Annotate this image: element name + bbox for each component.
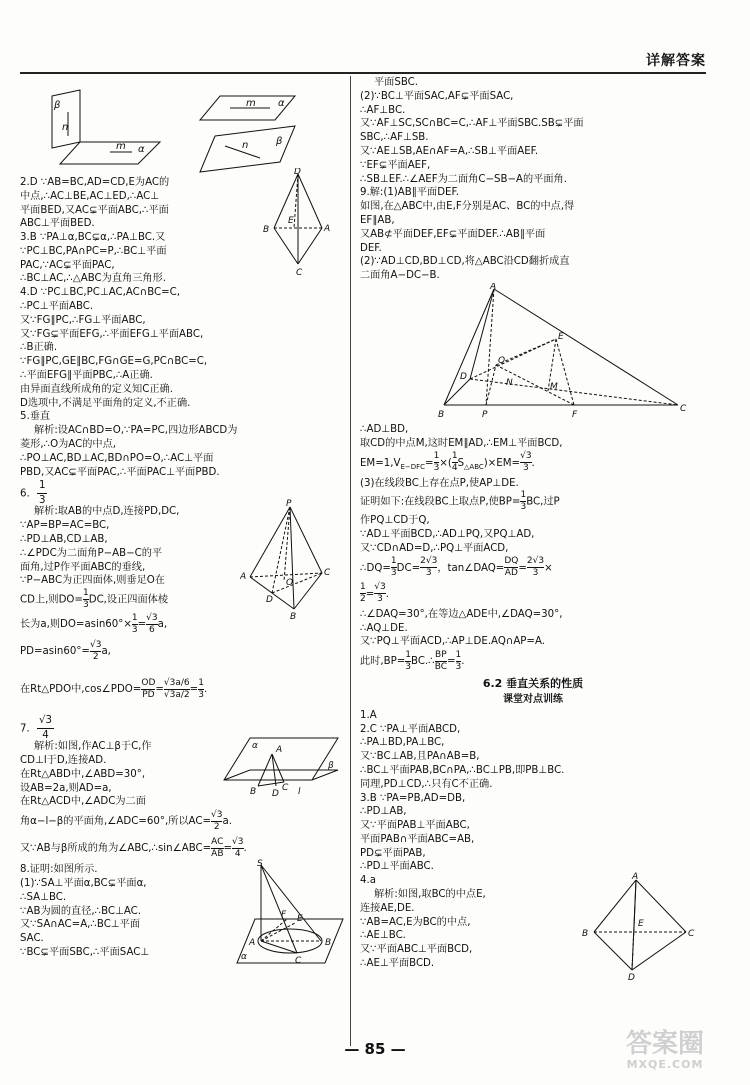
text-line: 面角,过P作平面ABC的垂线, (20, 561, 146, 573)
fig-q9-label: Q (498, 355, 506, 366)
text-line: 又∵SA∩AC=A,∴BC⊥平面 (20, 919, 141, 931)
text-segment: a. (222, 816, 232, 828)
answer-q6 (20, 479, 350, 714)
answer-q7 (20, 714, 350, 863)
text-line: 解析:取AB的中点D,连接PD,DC, (34, 506, 180, 518)
text-line: ∴PC⊥平面ABC. (20, 300, 94, 312)
page-number: — 85 — (344, 1040, 406, 1058)
fig-planes-top (20, 76, 320, 176)
text-segment: . (531, 457, 535, 469)
text-line: ∵PC⊥BC,PA∩PC=P,∴BC⊥平面 (20, 245, 167, 257)
fig-q6-label: P (286, 499, 292, 510)
fig-top-label: β (276, 136, 283, 147)
fig-q9-label: D (460, 371, 467, 382)
fig-top-label: n (242, 140, 249, 151)
q6-number: 6. (20, 488, 30, 500)
q7-denominator: 4 (42, 729, 49, 741)
fig-top-label: α (138, 144, 145, 155)
text-line: ∴AF⊥BC. (360, 104, 406, 116)
text-line: 在Rt△ACD中,∠ADC为二面 (20, 796, 146, 808)
text-line: 2.C ∵PA⊥平面ABCD, (360, 723, 461, 735)
fig-q9-label: E (558, 331, 564, 342)
frac-den: 2 (360, 594, 366, 605)
frac-num: 1 (433, 451, 440, 462)
text-line: 设AB=2a,则AD=a, (20, 782, 112, 794)
fig-q7-label: D (272, 789, 279, 800)
frac-den: 3 (390, 568, 397, 579)
text-line: SAC. (20, 933, 44, 945)
fig-q8-label: A (249, 938, 256, 949)
fig-q7-label: α (252, 741, 258, 752)
text-line: 菱形,∴O为AC的中点, (20, 438, 117, 450)
answer-q5 (20, 410, 350, 479)
text-segment: ∴DQ= (360, 562, 391, 574)
frac-num: 1 (390, 556, 397, 567)
frac-num: DQ (504, 556, 519, 567)
text-segment: . (385, 588, 389, 600)
fig-q2-label: E (288, 216, 294, 226)
fig-q7-label: β (328, 761, 334, 772)
text-line: ∴B正确. (20, 342, 58, 354)
watermark-logo-text: 答案圈 (625, 1029, 704, 1059)
text-segment: = (223, 843, 233, 855)
text-line: 9.解:(1)AB∥平面DEF. (360, 187, 459, 199)
text-line: ∴PA⊥BD,PA⊥BC, (360, 737, 445, 749)
answer-s4 (360, 872, 706, 983)
fig-q9-label: P (482, 409, 488, 420)
fig-q8-label: α (241, 952, 247, 963)
frac-num: 2√3 (526, 556, 545, 567)
text-line: SBC,∴AF⊥SB. (360, 132, 429, 144)
fig-q8-label: S (257, 859, 263, 870)
right-column (360, 76, 706, 983)
fig-q6-label: D (266, 595, 273, 606)
frac-num: 1 (360, 582, 366, 593)
fig-q8-label: B (325, 938, 332, 949)
frac-num: 1 (131, 612, 138, 623)
frac-den: 2 (213, 821, 220, 832)
text-line: 4.a (360, 875, 376, 887)
fig-q6-label: O (286, 578, 294, 589)
frac-num: 1 (455, 649, 462, 660)
frac-den: 3 (532, 568, 539, 579)
watermark-site: MXQE.COM (626, 1058, 704, 1071)
text-line: CD⊥l于D,连接AD. (20, 754, 107, 766)
text-segment: )×EM= (483, 457, 521, 469)
text-line: ∴AE⊥平面BCD. (360, 958, 435, 970)
fig-top-label: n (62, 122, 69, 133)
column-divider (350, 76, 351, 1046)
text-line: 在Rt△ABD中,∠ABD=30°, (20, 768, 146, 780)
text-line: 解析:设AC∩BD=O,∵PA=PC,四边形ABCD为 (34, 425, 238, 437)
answer-q8 (20, 859, 350, 967)
text-line: ∵FG∥PC,GE∥BC,FG∩GE=G,PC∩BC=C, (20, 356, 208, 368)
frac-num: AC (211, 836, 224, 847)
text-line: 作PQ⊥CD于Q, (360, 515, 430, 527)
text-segment: 此时,BP= (360, 656, 406, 668)
subscript: △ABC (464, 462, 484, 471)
fig-top-label: m (246, 98, 256, 109)
text-line: 又∵BC⊥AB,且PA∩AB=B, (360, 751, 480, 763)
text-line: 又∵平面ABC⊥平面BCD, (360, 944, 473, 956)
text-line: PD⊊平面PAB, (360, 847, 426, 859)
frac-num: √3a/6 (163, 677, 190, 688)
fig-q7-label: A (276, 745, 283, 756)
fig-q6-tetrahedron (240, 499, 330, 619)
text-segment: = (189, 684, 199, 696)
text-segment: = (155, 684, 164, 696)
fig-q9-label: A (490, 282, 497, 292)
fig-q9-label: B (438, 409, 445, 420)
text-line: ABC⊥平面BED. (20, 218, 95, 230)
text-segment: . (203, 684, 208, 696)
text-line: ∵AD⊥平面BCD,∴AD⊥PQ,又PQ⊥AD, (360, 529, 535, 541)
text-line: (2)∵AD⊥CD,BD⊥CD,将△ABC沿CD翻折成直 (360, 256, 570, 268)
text-line: 又∵AF⊥SC,SC∩BC=C,∴AF⊥平面SBC.SB⊊平面 (360, 118, 584, 130)
frac-den: 4 (451, 463, 458, 474)
text-line: (3)在线段BC上存在点P,使AP⊥DE. (360, 477, 519, 489)
text-line: 1.A (360, 709, 377, 721)
frac-num: √3 (520, 451, 532, 462)
text-line: 又∵FG∥PC,∴FG⊥平面ABC, (20, 314, 146, 326)
text-line: PBD,又AC⊊平面PAC,∴平面PAC⊥平面PBD. (20, 466, 220, 478)
text-line: 又∵PQ⊥平面ACD,∴AP⊥DE.AQ∩AP=A. (360, 636, 545, 648)
text-segment: 角α−l−β的平面角,∠ADC=60°,所以AC= (20, 816, 211, 828)
header-title: 详解答案 (646, 53, 706, 69)
text-line: 连接AE,DE. (360, 902, 415, 914)
text-line: 又AB⊄平面DEF,EF⊊平面DEF.∴AB∥平面 (360, 228, 546, 240)
fig-s4-tetrahedron (580, 872, 700, 982)
fig-q9-label: C (680, 403, 687, 414)
text-segment: = (365, 588, 375, 600)
text-segment: 在Rt△PDO中,cos∠PDO= (20, 684, 142, 696)
fig-q6-label: B (290, 612, 297, 620)
text-line: 平面BED,又AC⊊平面ABC,∴平面 (20, 204, 169, 216)
frac-den: 3 (405, 661, 412, 672)
text-line: 又∵AE⊥SB,AE∩AF=A,∴SB⊥平面AEF. (360, 145, 539, 157)
frac-den: 4 (234, 848, 241, 859)
text-segment: 又∵AB与β所成的角为∠ABC,∴sin∠ABC= (20, 843, 212, 855)
text-line: 二面角A−DC−B. (360, 270, 440, 282)
text-line: 2.D ∵AB=BC,AD=CD,E为AC的 (20, 177, 170, 188)
fig-q2-label: D (294, 168, 301, 177)
subscript: E−DFC (400, 462, 426, 471)
frac-den: √3a/2 (163, 689, 190, 700)
section-subtitle: 课堂对点训练 (503, 693, 563, 705)
text-segment: DC,设正四面体棱 (88, 594, 169, 606)
text-line: ∵AB为圆的直径,∴BC⊥AC. (20, 905, 142, 917)
text-line: 平面SBC. (374, 77, 419, 88)
text-line: ∴PD⊥AB,CD⊥AB, (20, 533, 108, 545)
text-line: 3.B ∵PA=PB,AD=DB, (360, 792, 466, 804)
text-segment: ×( (439, 457, 452, 469)
section-answers (360, 709, 706, 875)
text-line: PAC,∵AC⊊平面PAC, (20, 259, 115, 271)
frac-num: BP (435, 649, 447, 660)
fig-q7-label: l (298, 787, 301, 798)
fig-q7-label: C (282, 783, 289, 794)
frac-den: 3 (455, 661, 462, 672)
text-line: 平面PAB∩平面ABC=AB, (360, 833, 475, 845)
text-segment: = (137, 619, 147, 631)
text-segment: ，tan∠DAQ= (437, 562, 505, 574)
frac-num: √3 (211, 809, 223, 820)
watermark-logo (600, 1030, 730, 1080)
text-segment: S (457, 457, 465, 469)
fig-s4-label: B (582, 929, 589, 940)
frac-den: 3 (377, 594, 383, 605)
text-segment: 证明如下:在线段BC上取点P,使BP= (360, 496, 521, 508)
fig-s4-label: C (688, 929, 695, 940)
fig-q9-fold (360, 283, 706, 423)
fig-q2-label: B (263, 225, 270, 235)
answer-q9 (360, 186, 706, 675)
text-line: ∴BC⊥平面PAB,BC∩PA,∴BC⊥PB,即PB⊥BC. (360, 764, 565, 776)
text-segment: DC= (396, 562, 421, 574)
fig-q6-label: A (240, 572, 247, 583)
frac-num: 1 (451, 451, 458, 462)
fig-s4-label: D (628, 973, 635, 983)
frac-num: 1 (405, 649, 412, 660)
fig-top-label: α (278, 98, 285, 109)
answer-q4 (20, 286, 350, 410)
frac-den: 6 (149, 624, 155, 635)
text-line: 5.垂直 (20, 411, 51, 423)
text-line: ∴PO⊥AC,BD⊥AC,BD∩PO=O,∴AC⊥平面 (20, 452, 214, 464)
fig-q8-label: C (295, 956, 302, 967)
text-line: ∵BC⊊平面SBC,∴平面SAC⊥ (20, 946, 150, 958)
text-line: 取CD的中点M,这时EM∥AD,∴EM⊥平面BCD, (360, 437, 563, 449)
text-line: (1)∵SA⊥平面α,BC⊊平面α, (20, 877, 147, 889)
text-line: 解析:如图,作AC⊥β于C,作 (34, 741, 152, 753)
frac-num: √3 (232, 836, 244, 847)
fig-top-label: m (116, 141, 126, 152)
text-line: ∴AE⊥BC. (360, 930, 406, 942)
text-line: EF∥AB, (360, 214, 395, 226)
q6-denominator: 3 (38, 495, 46, 507)
frac-den: 3 (433, 463, 440, 474)
text-line: ∵P−ABC为正四面体,则垂足O在 (20, 575, 165, 587)
fig-q7-dihedral (220, 732, 345, 802)
fig-q7-label: B (250, 787, 257, 798)
text-segment: a, (157, 619, 168, 631)
fig-q2-tetrahedron (260, 168, 340, 278)
text-line: D选项中,不满足平面角的定义,不正确. (20, 397, 191, 409)
frac-den: AB (211, 848, 224, 859)
left-column (20, 76, 350, 967)
text-line: ∴SA⊥BC. (20, 891, 67, 903)
text-segment: 长为a,则DO=asin60°× (20, 619, 132, 631)
text-line: ∴SB⊥EF.∴∠AEF为二面角C−SB−A的平面角. (360, 173, 567, 185)
text-segment: EM=1,V (360, 457, 401, 469)
frac-num: 1 (82, 588, 89, 599)
frac-den: 2 (92, 651, 99, 662)
text-segment: = (425, 457, 434, 469)
fig-top-label: β (54, 100, 61, 111)
text-line: 如图,在△ABC中,由E,F分别是AC、BC的中点,得 (360, 201, 575, 213)
text-line: ∴∠DAQ=30°,在等边△ADE中,∠DAQ=30°, (360, 608, 563, 620)
text-line: ∴AQ⊥DE. (360, 622, 408, 634)
text-segment: . (461, 656, 465, 668)
text-line: ∵AP=BP=AC=BC, (20, 520, 110, 532)
frac-den: AD (504, 568, 518, 579)
frac-num: 1 (520, 490, 527, 501)
frac-num: 2√3 (420, 556, 438, 567)
frac-den: 3 (425, 568, 432, 579)
text-line: 3.B ∵PA⊥α,BC⊊α,∴PA⊥BC.又 (20, 232, 166, 243)
frac-den: 3 (520, 502, 527, 513)
q7-number: 7. (20, 723, 30, 735)
text-segment: × (544, 562, 553, 574)
text-line: (2)∵BC⊥平面SAC,AF⊊平面SAC, (360, 90, 514, 102)
fig-s4-label: A (632, 872, 639, 883)
text-line: 解析:如图,取BC的中点E, (374, 889, 486, 901)
section-title: 6.2 垂直关系的性质 (482, 677, 584, 691)
text-line: ∴PD⊥AB, (360, 806, 407, 818)
text-segment: CD上,则DO= (20, 594, 83, 606)
text-line: 中点,∴AC⊥BE,AC⊥ED,∴AC⊥ (20, 190, 160, 202)
frac-num: OD (141, 677, 156, 688)
text-line: ∴AD⊥BD, (360, 423, 409, 435)
text-line: DEF. (360, 242, 382, 254)
frac-den: 3 (131, 624, 138, 635)
text-line: 由异面直线所成角的定义知C正确. (20, 383, 173, 395)
text-line: ∴PD⊥平面ABC. (360, 861, 434, 873)
q7-numerator: √3 (37, 714, 54, 729)
text-segment: . (243, 843, 247, 855)
fig-q2-label: A (324, 224, 331, 234)
fig-q8-label: E (297, 914, 303, 925)
text-segment: BC,过P (526, 496, 560, 508)
frac-num: 1 (198, 677, 204, 688)
frac-den: BC (434, 661, 447, 672)
frac-den: 3 (522, 463, 529, 474)
frac-num: √3 (89, 639, 102, 650)
text-line: 8.证明:如图所示. (20, 864, 98, 876)
text-line: 又∵CD∩AD=D,∴PQ⊥平面ACD, (360, 542, 509, 554)
text-segment: PD=asin60°= (20, 646, 90, 658)
text-line: ∴BC⊥AC,∴△ABC为直角三角形. (20, 273, 166, 285)
text-line: ∵AB=AC,E为BC的中点, (360, 916, 471, 928)
frac-num: √3 (146, 612, 158, 623)
fig-q8-label: F (281, 910, 287, 921)
fig-q9-label: N (506, 377, 513, 388)
text-line: 又∵FG⊊平面EFG,∴平面EFG⊥平面ABC, (20, 328, 204, 340)
header-rule (20, 72, 706, 74)
text-line: 同理,PD⊥CD,∴只有C不正确. (360, 778, 493, 790)
text-segment: = (518, 562, 527, 574)
text-segment: a, (101, 646, 111, 658)
answer-q8-continued (360, 76, 706, 186)
text-line: ∴∠PDC为二面角P−AB−C的平 (20, 547, 163, 559)
text-line: 4.D ∵PC⊥BC,PC⊥AC,AC∩BC=C, (20, 287, 181, 299)
fig-q2-label: C (296, 268, 303, 278)
q6-numerator: 1 (37, 479, 47, 494)
text-line: 又∵平面PAB⊥平面ABC, (360, 820, 470, 832)
frac-num: √3 (374, 582, 386, 593)
fig-q9-label: F (572, 409, 578, 420)
fig-q9-label: M (550, 381, 558, 392)
text-segment: BC.∴ (411, 656, 435, 668)
text-line: ∵EF⊊平面AEF, (360, 159, 431, 171)
fig-q8-cone (235, 859, 345, 969)
fig-s4-label: E (638, 919, 644, 930)
frac-den: 3 (82, 600, 89, 611)
text-segment: = (447, 656, 456, 668)
frac-den: 3 (198, 689, 204, 700)
fig-q6-label: C (324, 568, 330, 579)
frac-den: PD (142, 689, 155, 700)
text-line: ∴平面EFG∥平面PBC,∴A正确. (20, 369, 153, 381)
